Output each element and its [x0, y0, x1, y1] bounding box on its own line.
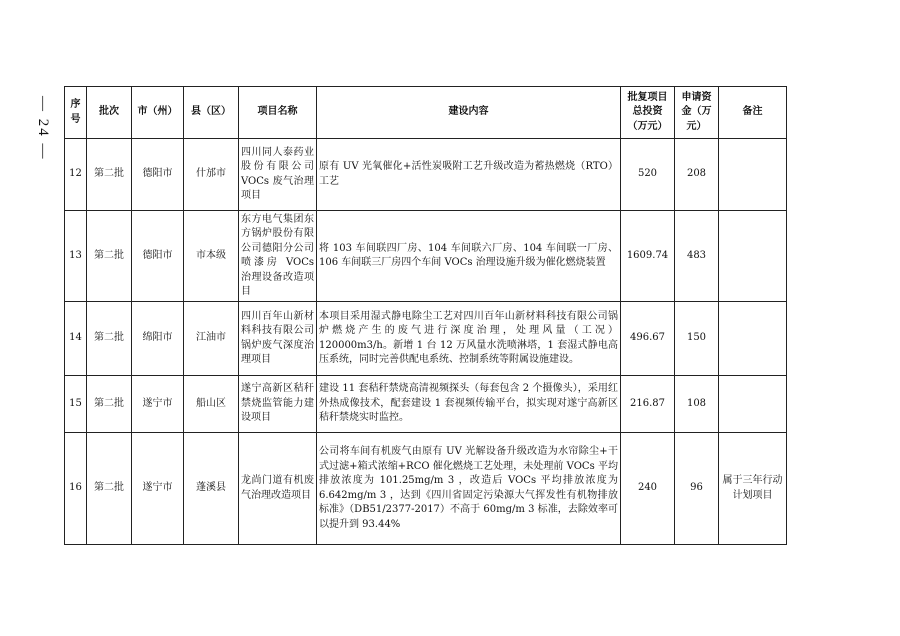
cell-seq: 13 — [65, 211, 87, 302]
cell-approved: 520 — [621, 139, 675, 211]
header-row — [65, 87, 787, 139]
cell-county: 江油市 — [184, 302, 239, 376]
header-approved: 批复项目总投资（万元） — [621, 87, 675, 139]
cell-content: 公司将车间有机废气由原有 UV 光解设备升级改造为水帘除尘+干式过滤+箱式浓缩+RCO 催化燃烧工艺处理，未处理前 VOCs 平均排放浓度为 101.25mg/m 3 ，改造后 VOCs 平均排放浓度为 6.642mg/m 3 ，达到《四川省固定污染源大气挥发性有机物排放标准》（DB51/2377-2017）不高于 60mg/m 3 标准，去除效率可以提升到 93.44% — [317, 433, 621, 545]
cell-notes — [719, 302, 787, 376]
cell-batch: 第二批 — [87, 211, 132, 302]
header-requested: 申请资金（万元） — [675, 87, 719, 139]
cell-batch: 第二批 — [87, 433, 132, 545]
table-row — [65, 302, 787, 376]
table-row — [65, 211, 787, 302]
header-batch: 批次 — [87, 87, 132, 139]
cell-city: 德阳市 — [132, 211, 184, 302]
cell-city: 绵阳市 — [132, 302, 184, 376]
table-row — [65, 433, 787, 545]
header-content: 建设内容 — [317, 87, 621, 139]
cell-notes — [719, 211, 787, 302]
cell-city: 德阳市 — [132, 139, 184, 211]
cell-seq: 16 — [65, 433, 87, 545]
header-name: 项目名称 — [239, 87, 317, 139]
cell-requested: 96 — [675, 433, 719, 545]
header-city: 市（州） — [132, 87, 184, 139]
cell-notes — [719, 376, 787, 433]
cell-project-name: 四川同人泰药业股份有限公司VOCs 废气治理项目 — [239, 139, 317, 211]
cell-seq: 12 — [65, 139, 87, 211]
cell-approved: 240 — [621, 433, 675, 545]
cell-county: 蓬溪县 — [184, 433, 239, 545]
cell-notes: 属于三年行动计划项目 — [719, 433, 787, 545]
cell-content: 建设 11 套秸秆禁烧高清视频探头（每套包含 2 个摄像头），采用红外热成像技术，配套建设 1 套视频传输平台，拟实现对遂宁高新区秸秆禁烧实时监控。 — [317, 376, 621, 433]
cell-county: 船山区 — [184, 376, 239, 433]
cell-requested: 150 — [675, 302, 719, 376]
table-row — [65, 139, 787, 211]
cell-city: 遂宁市 — [132, 376, 184, 433]
cell-content: 将 103 车间联四厂房、104 车间联六厂房、104 车间联一厂房、106 车间联三厂房四个车间 VOCs 治理设施升级为催化燃烧装置 — [317, 211, 621, 302]
cell-content: 本项目采用湿式静电除尘工艺对四川百年山新材料科技有限公司锅炉燃烧产生的废气进行深度治理，处理风量（工况）120000m3/h。新增 1 台 12 万风量水洗喷淋塔，1 套湿式静电高压系统，同时完善供配电系统、控制系统等附属设施建设。 — [317, 302, 621, 376]
cell-requested: 483 — [675, 211, 719, 302]
cell-notes — [719, 139, 787, 211]
cell-approved: 1609.74 — [621, 211, 675, 302]
cell-project-name: 龙尚门道有机废气治理改造项目 — [239, 433, 317, 545]
cell-county: 市本级 — [184, 211, 239, 302]
cell-city: 遂宁市 — [132, 433, 184, 545]
cell-requested: 208 — [675, 139, 719, 211]
cell-batch: 第二批 — [87, 302, 132, 376]
project-table — [64, 86, 787, 545]
cell-county: 什邡市 — [184, 139, 239, 211]
cell-batch: 第二批 — [87, 376, 132, 433]
cell-seq: 14 — [65, 302, 87, 376]
page-number: — 24 — — [35, 96, 51, 161]
table-row — [65, 376, 787, 433]
cell-content: 原有 UV 光氧催化+活性炭吸附工艺升级改造为蓄热燃烧（RTO）工艺 — [317, 139, 621, 211]
cell-seq: 15 — [65, 376, 87, 433]
cell-approved: 216.87 — [621, 376, 675, 433]
header-county: 县（区） — [184, 87, 239, 139]
header-seq: 序号 — [65, 87, 87, 139]
cell-approved: 496.67 — [621, 302, 675, 376]
cell-requested: 108 — [675, 376, 719, 433]
cell-batch: 第二批 — [87, 139, 132, 211]
cell-project-name: 遂宁高新区秸秆禁烧监管能力建设项目 — [239, 376, 317, 433]
cell-project-name: 四川百年山新材料科技有限公司锅炉废气深度治理项目 — [239, 302, 317, 376]
header-notes: 备注 — [719, 87, 787, 139]
cell-project-name: 东方电气集团东方锅炉股份有限公司德阳分公司喷漆房 VOCs 治理设备改造项目 — [239, 211, 317, 302]
